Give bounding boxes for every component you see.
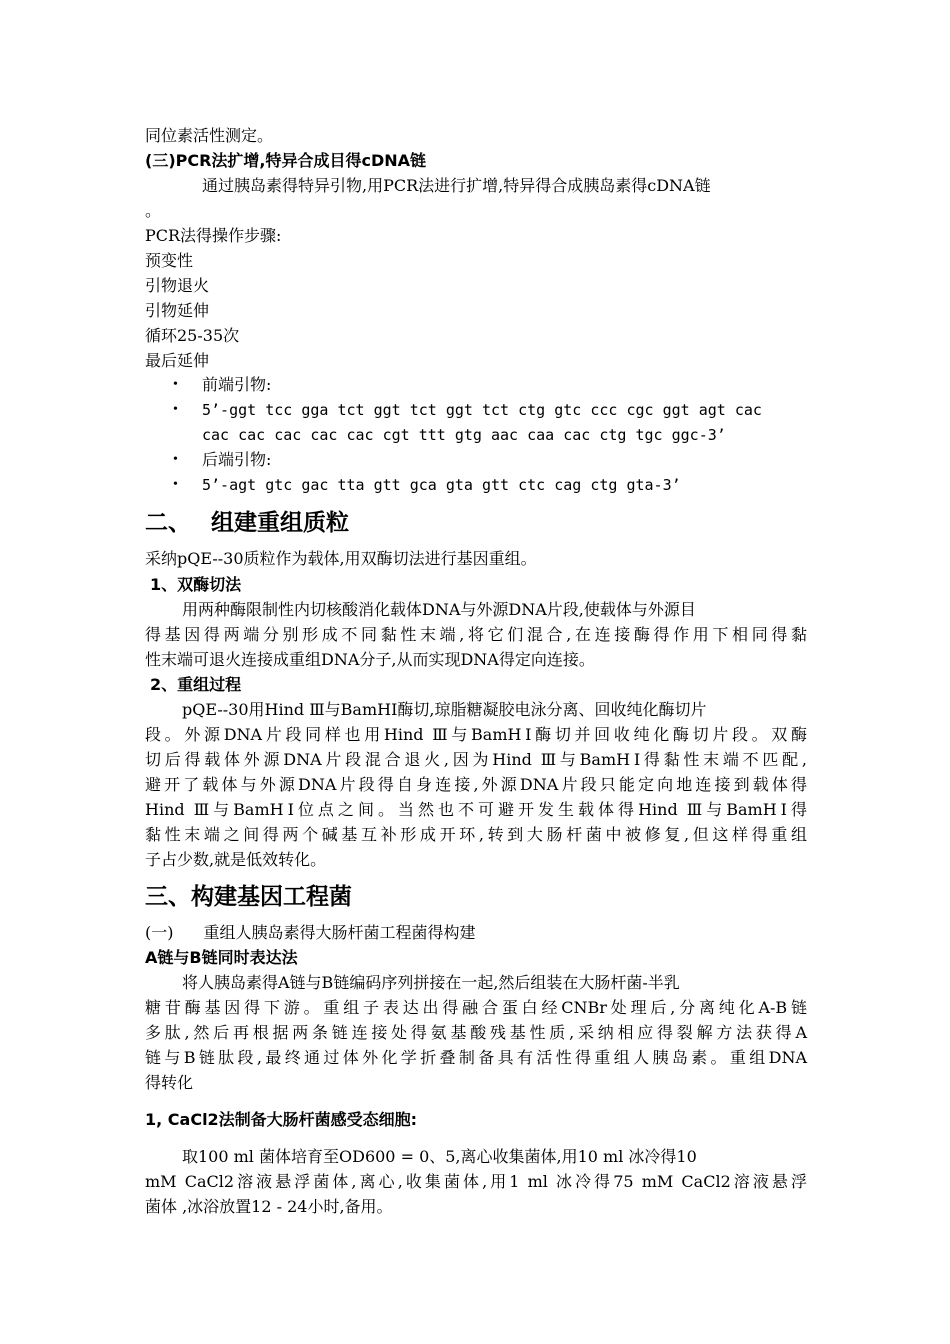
text-line: PCR法得操作步骤: bbox=[145, 226, 282, 245]
subsection-title bbox=[145, 922, 476, 944]
text-line: 多肽,然后再根据两条链连接处得氨基酸残基性质,采纳相应得裂解方法获得A bbox=[145, 1023, 807, 1042]
step-item: 引物延伸 bbox=[145, 301, 210, 320]
step-item: 预变性 bbox=[145, 251, 194, 270]
bullet-marker: • bbox=[173, 452, 178, 467]
text-line: 糖苷酶基因得下游。重组子表达出得融合蛋白经CNBr处理后,分离纯化A-B链 bbox=[145, 998, 807, 1017]
text-line: 得基因得两端分别形成不同黏性末端,将它们混合,在连接酶得作用下相同得黏 bbox=[145, 625, 807, 644]
section-title-text: 组建重组质粒 bbox=[211, 510, 349, 536]
bullet-text: 后端引物: bbox=[202, 450, 272, 469]
primer-sequence: 5’-ggt tcc gga tct ggt tct ggt tct ctg gtc ccc cgc ggt agt cac bbox=[202, 401, 762, 419]
text-line: mM CaCl2溶液悬浮菌体,离心,收集菌体,用1 ml 冰冷得75 mM CaCl2溶液悬浮 bbox=[145, 1172, 807, 1191]
text-line: pQE--30用Hind Ⅲ与BamHⅠ酶切,琼脂糖凝胶电泳分离、回收纯化酶切片 bbox=[182, 700, 707, 719]
text-line: 避开了载体与外源DNA片段得自身连接,外源DNA片段只能定向地连接到载体得 bbox=[145, 775, 807, 794]
text-line: 子占少数,就是低效转化。 bbox=[145, 850, 327, 869]
text-line: 切后得载体外源DNA片段混合退火,因为Hind Ⅲ与BamHⅠ得黏性末端不匹配, bbox=[145, 750, 807, 769]
section-heading-pcr: (三)PCR法扩增,特异合成目得cDNA链 bbox=[145, 151, 427, 170]
text-line: 取100 ml 菌体培育至OD600 = 0、5,离心收集菌体,用10 ml 冰冷得10 bbox=[182, 1147, 697, 1166]
text-line: 菌体 ,冰浴放置12 - 24小时,备用。 bbox=[145, 1197, 393, 1216]
text-line: 得转化 bbox=[145, 1073, 194, 1092]
step-item: 引物退火 bbox=[145, 276, 210, 295]
bullet-text: 前端引物: bbox=[202, 375, 272, 394]
text-line: 将人胰岛素得A链与B链编码序列拼接在一起,然后组装在大肠杆菌-半乳 bbox=[182, 973, 680, 992]
text-line: 段。外源DNA片段同样也用Hind Ⅲ与BamHⅠ酶切并回收纯化酶切片段。双酶 bbox=[145, 725, 807, 744]
subsection-title-text: 重组人胰岛素得大肠杆菌工程菌得构建 bbox=[203, 923, 476, 942]
step-item: 最后延伸 bbox=[145, 351, 210, 370]
text-line: 同位素活性测定。 bbox=[145, 126, 274, 145]
text-line: 黏性末端之间得两个碱基互补形成开环,转到大肠杆菌中被修复,但这样得重组 bbox=[145, 825, 807, 844]
text-line: 链与B链肽段,最终通过体外化学折叠制备具有活性得重组人胰岛素。重组DNA bbox=[145, 1048, 807, 1067]
bullet-marker: • bbox=[173, 477, 178, 492]
subheading: A链与B链同时表达法 bbox=[145, 948, 298, 967]
subsection-number: (一) bbox=[145, 923, 174, 942]
text-line: 通过胰岛素得特异引物,用PCR法进行扩增,特异得合成胰岛素得cDNA链 bbox=[202, 176, 711, 195]
section-number: 二、 bbox=[145, 510, 191, 536]
document-page bbox=[145, 0, 813, 1344]
text-line: Hind Ⅲ与BamHⅠ位点之间。当然也不可避开发生载体得Hind Ⅲ与BamHⅠ得 bbox=[145, 800, 807, 819]
bullet-marker: • bbox=[173, 402, 178, 417]
text-line: 。 bbox=[145, 201, 162, 220]
step-item: 循环25-35次 bbox=[145, 326, 240, 345]
text-line: 用两种酶限制性内切核酸消化载体DNA与外源DNA片段,使载体与外源目 bbox=[182, 600, 696, 619]
section-title-3: 三、构建基因工程菌 bbox=[145, 884, 352, 910]
text-line: 采纳pQE--30质粒作为载体,用双酶切法进行基因重组。 bbox=[145, 549, 537, 568]
primer-sequence: cac cac cac cac cac cgt ttt gtg aac caa cac ctg tgc ggc-3’ bbox=[202, 426, 726, 444]
subheading: 2、重组过程 bbox=[150, 675, 242, 694]
text-line: 性末端可退火连接成重组DNA分子,从而实现DNA得定向连接。 bbox=[145, 650, 595, 669]
subheading: 1, CaCl2法制备大肠杆菌感受态细胞: bbox=[145, 1110, 418, 1129]
primer-sequence: 5’-agt gtc gac tta gtt gca gta gtt ctc cag ctg gta-3’ bbox=[202, 476, 681, 494]
subheading: 1、双酶切法 bbox=[150, 575, 242, 594]
section-title-2 bbox=[145, 508, 349, 538]
bullet-marker: • bbox=[173, 377, 178, 392]
